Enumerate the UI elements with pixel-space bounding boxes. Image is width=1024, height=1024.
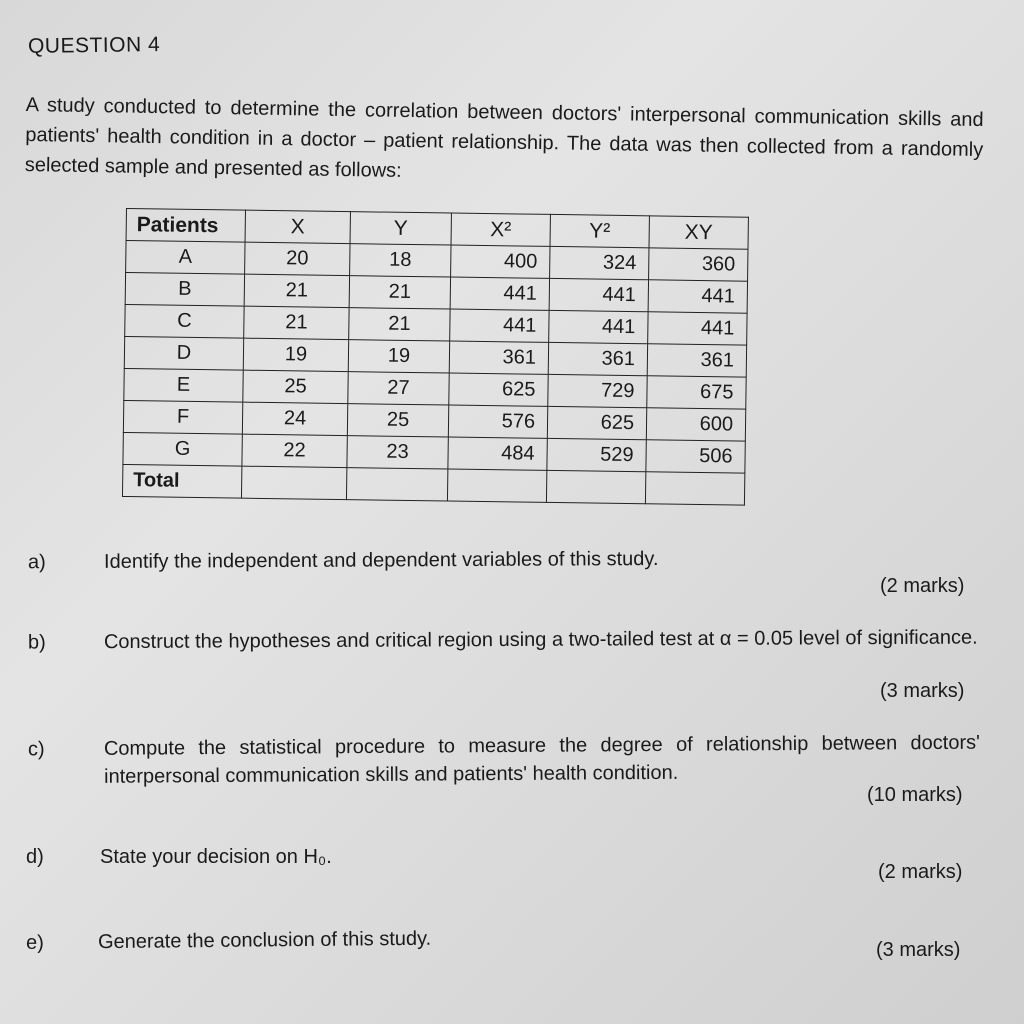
cell-x: 24 [242, 402, 347, 435]
cell-y: 21 [349, 308, 450, 341]
cell-x: 22 [242, 434, 347, 467]
cell-patient: A [126, 241, 245, 275]
question-c-text: Compute the statistical procedure to measure the degree of relationship between doctors' interpersonal communication skills and patients' health condition. [103, 731, 980, 788]
cell-patient: C [125, 304, 244, 338]
cell-y-squared: 361 [548, 342, 647, 375]
cell-x-squared: 625 [449, 373, 548, 406]
cell-y: 27 [348, 372, 449, 405]
cell-x-squared: 484 [448, 437, 547, 470]
cell-xy: 600 [646, 408, 745, 441]
question-b-label: b) [27, 631, 46, 654]
header-patients: Patients [126, 209, 245, 243]
question-b-marks: (3 marks) [880, 680, 965, 702]
cell-patient: E [124, 368, 243, 402]
cell-x-squared: 441 [450, 309, 549, 342]
cell-patient: B [125, 273, 244, 307]
data-table-wrapper [122, 208, 749, 506]
cell-y: 19 [348, 340, 449, 373]
cell-x: 21 [244, 306, 349, 339]
cell-xy: 441 [648, 312, 747, 345]
cell-y-squared: 625 [547, 406, 646, 439]
data-table [122, 208, 749, 506]
cell-x-squared: 441 [450, 277, 549, 310]
cell-xy: 506 [646, 440, 745, 473]
question-a-text: Identify the independent and dependent variables of this study. [103, 548, 659, 573]
question-a-marks: (2 marks) [880, 575, 965, 597]
question-c [28, 729, 988, 796]
cell-x: 20 [245, 242, 350, 275]
question-a [28, 544, 908, 579]
question-d [26, 843, 526, 873]
question-c-label: c) [27, 738, 45, 761]
header-y: Y [350, 212, 451, 245]
cell-y-squared: 324 [550, 246, 649, 279]
question-d-label: d) [26, 846, 44, 868]
cell-y-squared: 441 [549, 310, 648, 343]
cell-total-y [346, 468, 447, 501]
cell-y: 18 [350, 244, 451, 277]
question-d-marks: (2 marks) [878, 861, 963, 883]
cell-y-squared: 529 [547, 438, 646, 471]
cell-x-squared: 400 [451, 245, 550, 278]
cell-xy: 675 [647, 376, 746, 409]
cell-y-squared: 441 [549, 278, 648, 311]
cell-patient: D [124, 336, 243, 370]
question-d-text: State your decision on H₀. [100, 846, 332, 868]
question-b [28, 623, 988, 688]
cell-total-xy [645, 472, 744, 505]
question-title: QUESTION 4 [27, 33, 161, 58]
intro-paragraph: A study conducted to determine the correlation between doctors' interpersonal communication skills and patients' health condition in a doctor – patient relationship. The data was then collected from a randomly selected sample and presented as follows: [24, 93, 984, 182]
cell-patient: G [123, 432, 242, 466]
cell-xy: 361 [647, 344, 746, 377]
cell-xy: 441 [648, 280, 747, 313]
question-b-text: Construct the hypotheses and critical region using a two-tailed test at α = 0.05 level of significance. [103, 626, 978, 654]
header-xy: XY [649, 216, 748, 249]
question-e-label: e) [25, 931, 44, 954]
question-e [26, 923, 586, 959]
cell-x-squared: 576 [448, 405, 547, 438]
cell-patient: F [123, 400, 242, 434]
cell-y: 23 [347, 436, 448, 469]
header-x-squared: X² [451, 213, 550, 246]
header-y-squared: Y² [550, 214, 649, 247]
question-a-label: a) [27, 551, 46, 574]
cell-y: 21 [349, 276, 450, 309]
cell-x: 21 [244, 274, 349, 307]
cell-xy: 360 [649, 248, 748, 281]
cell-y-squared: 729 [548, 374, 647, 407]
cell-total-y-squared [546, 470, 645, 503]
question-e-marks: (3 marks) [876, 939, 961, 961]
cell-total-x-squared [447, 469, 546, 502]
cell-x-squared: 361 [449, 341, 548, 374]
header-x: X [245, 210, 350, 243]
cell-x: 19 [243, 338, 348, 371]
cell-total-label: Total [122, 464, 241, 498]
cell-y: 25 [347, 404, 448, 437]
question-c-marks: (10 marks) [867, 784, 963, 806]
cell-x: 25 [243, 370, 348, 403]
question-e-text: Generate the conclusion of this study. [97, 927, 432, 954]
cell-total-x [241, 466, 346, 499]
